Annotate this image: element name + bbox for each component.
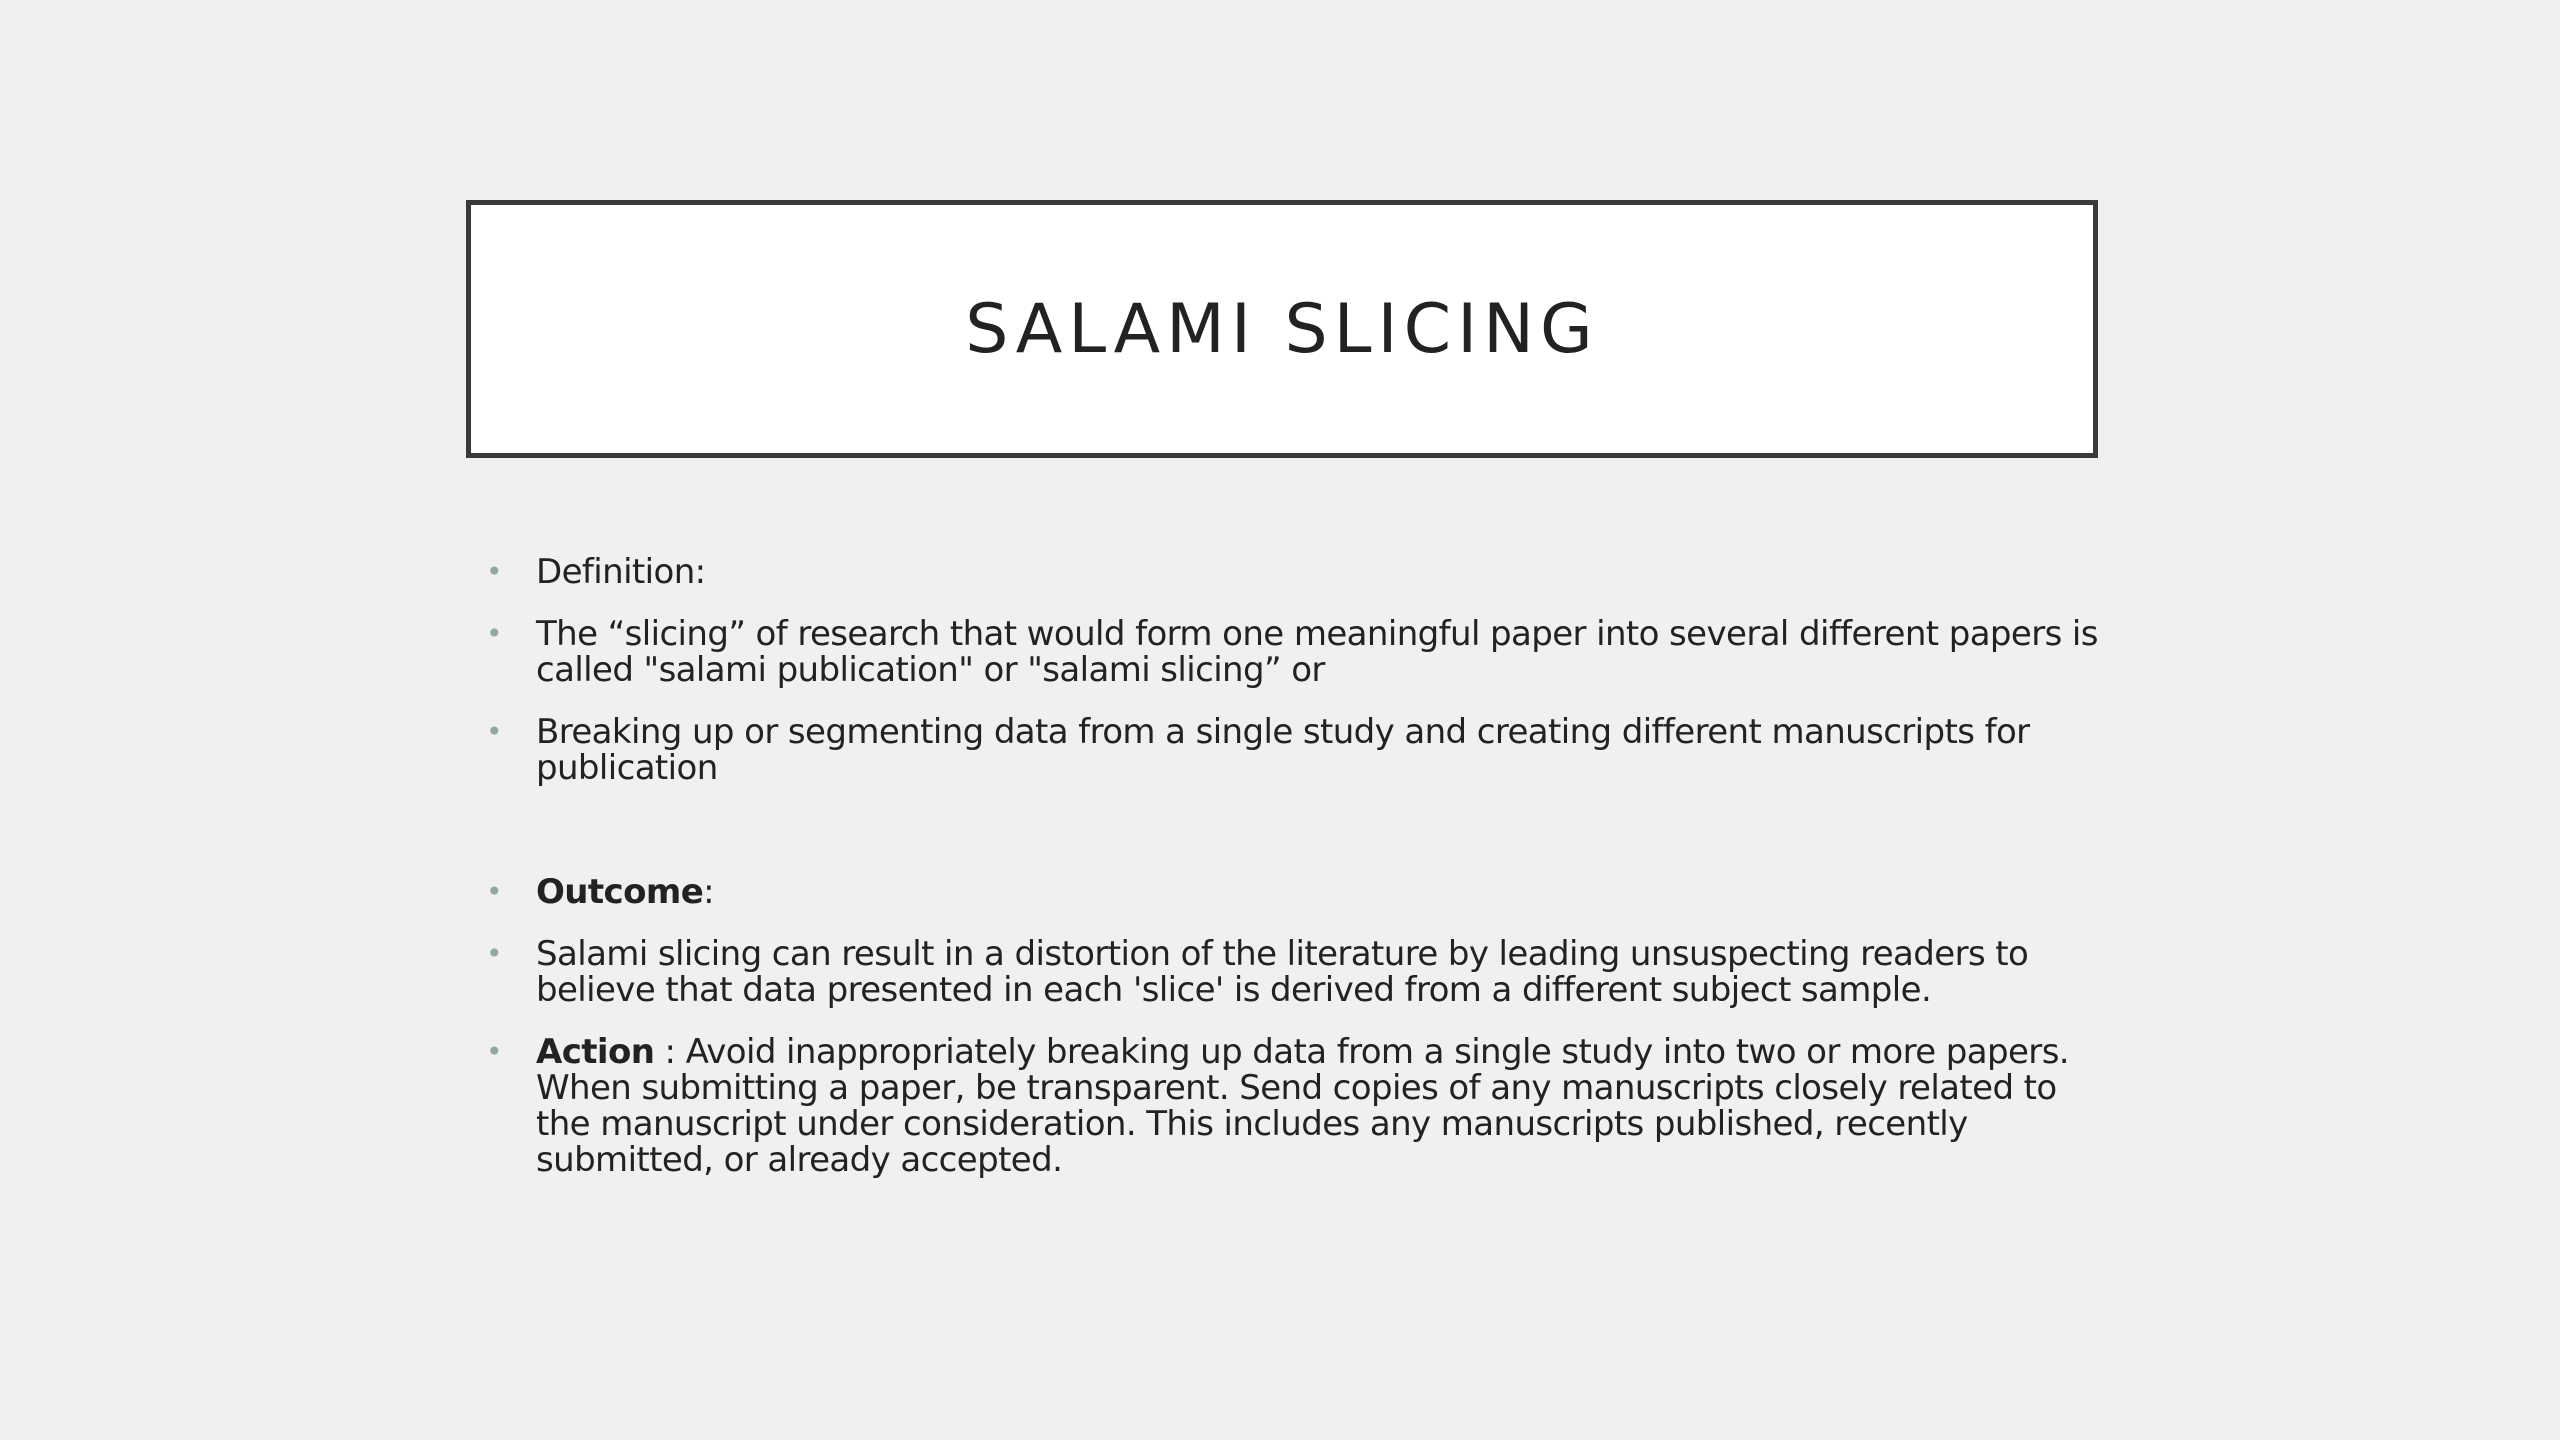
bullet-marker: •: [486, 555, 502, 588]
bullet-text: :: [703, 872, 715, 912]
bullet-bold-label: Action: [536, 1032, 655, 1072]
bullet-text: Breaking up or segmenting data from a single study and creating different manuscripts for publication: [536, 712, 2030, 788]
bullet-slicing-description: [480, 616, 2100, 688]
bullet-outcome: [480, 874, 2100, 910]
bullet-text: Salami slicing can result in a distortion of the literature by leading unsuspecting readers to believe that data presented in each 'slice' is derived from a different subject sample.: [536, 934, 2029, 1010]
bullet-list: [480, 554, 2100, 1204]
bullet-marker: •: [486, 617, 502, 650]
bullet-text: The “slicing” of research that would form one meaningful paper into several different papers is called "salami publication" or "salami slicing” or: [536, 614, 2098, 690]
bullet-marker: •: [486, 937, 502, 970]
bullet-outcome-description: [480, 936, 2100, 1008]
bullet-marker: •: [486, 875, 502, 908]
title-box: [466, 200, 2098, 458]
bullet-bold-label: Outcome: [536, 872, 704, 912]
bullet-marker: •: [486, 715, 502, 748]
slide-title: SALAMI SLICING: [965, 289, 1599, 369]
bullet-text: : Avoid inappropriately breaking up data from a single study into two or more papers. When submitting a paper, be transparent. Send copies of any manuscripts closely related to the manuscript under consideration. This includes any manuscripts published, recently submitted, or already accepted.: [536, 1032, 2070, 1180]
bullet-marker: •: [486, 1035, 502, 1068]
bullet-action: [480, 1034, 2100, 1178]
bullet-text: Definition:: [536, 552, 706, 592]
bullet-breaking-up: [480, 714, 2100, 786]
bullet-definition: [480, 554, 2100, 590]
